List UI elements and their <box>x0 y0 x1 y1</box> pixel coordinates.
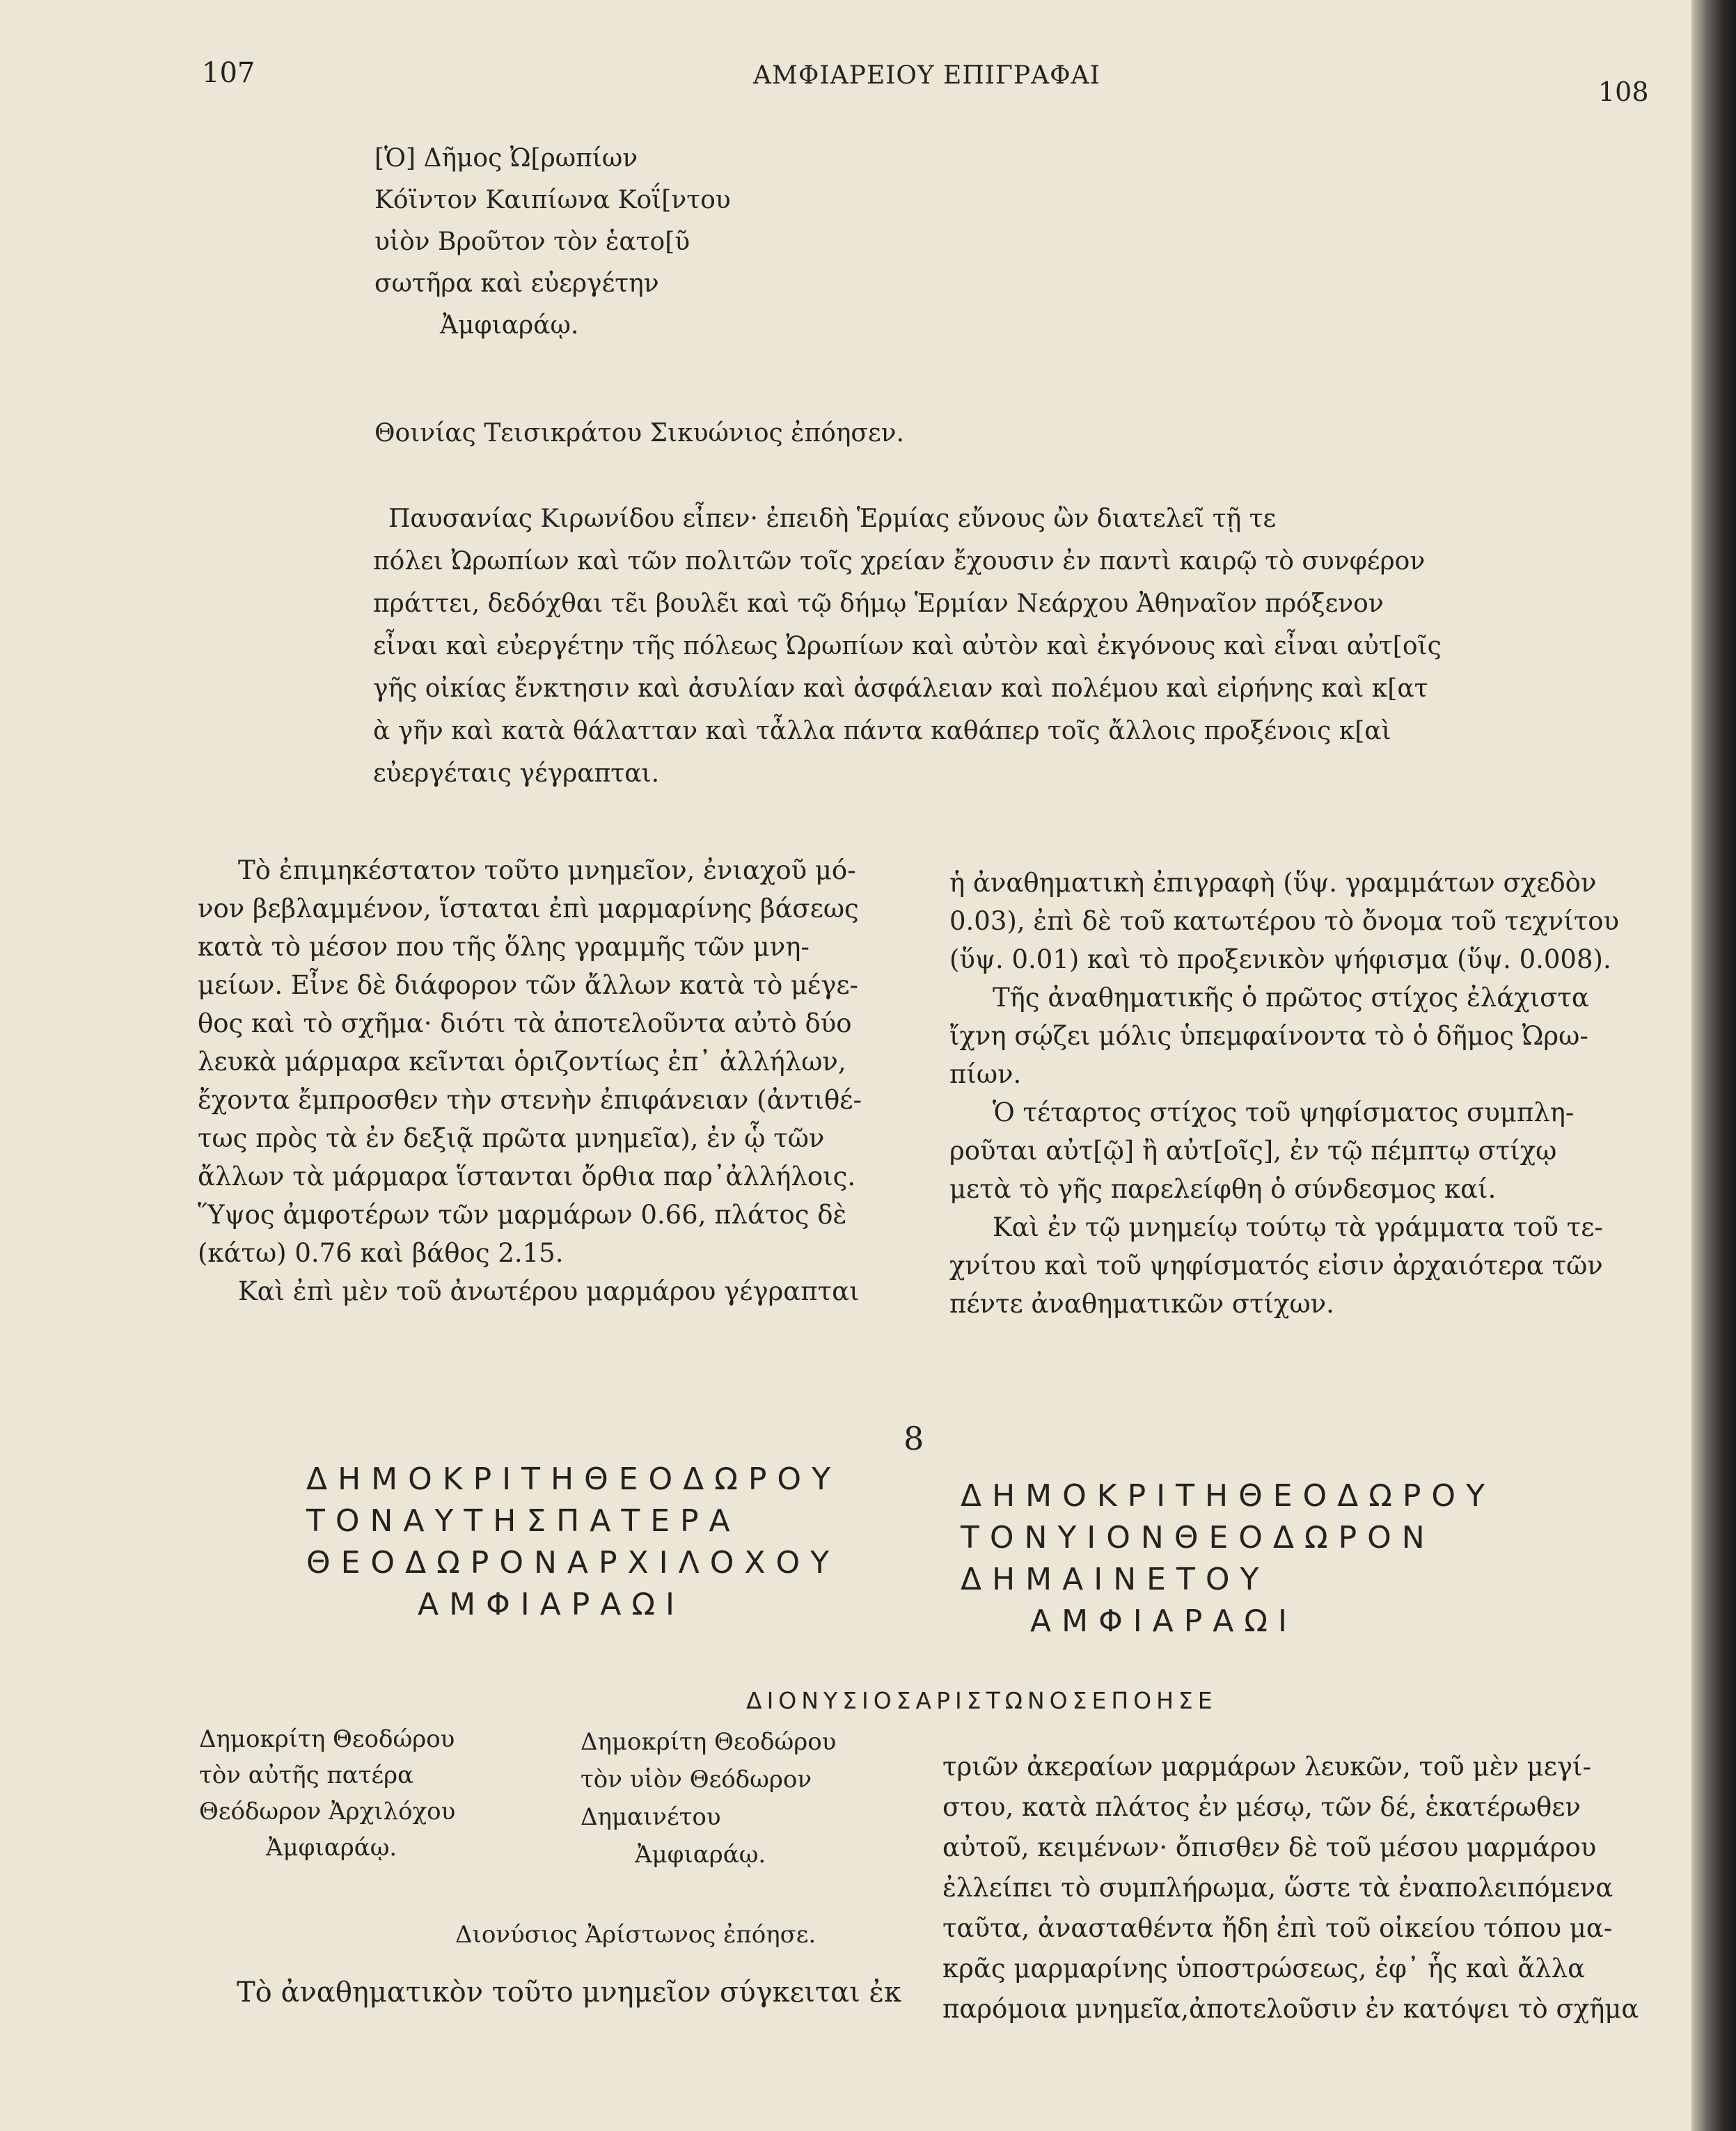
commentary-line: μείων. Εἶνε δὲ διάφορον τῶν ἄλλων κατὰ τὸ μέγε- <box>198 970 859 1000</box>
inscription-8-left-capitals <box>306 1461 841 1631</box>
transcription-8-left <box>199 1727 455 1872</box>
page-number-right: 108 <box>1598 77 1649 107</box>
page-number-left: 107 <box>202 57 255 89</box>
commentary-line: Ὁ τέταρτος στίχος τοῦ ψηφίσματος συμπλη- <box>993 1098 1575 1127</box>
commentary-line: αὐτοῦ, κειμένων· ὄπισθεν δὲ τοῦ μέσου μαρμάρου <box>942 1832 1597 1862</box>
transcription-8-signature: Διονύσιος Ἀρίστωνος ἐπόησε. <box>455 1921 816 1949</box>
commentary-left-column <box>198 857 862 1317</box>
inscription-a-line: Ἀμφιαράῳ. <box>440 311 579 340</box>
transcription-8-right <box>581 1730 836 1880</box>
commentary-line: τριῶν ἀκεραίων μαρμάρων λευκῶν, τοῦ μὲν μεγί- <box>942 1752 1592 1782</box>
transcription-line: Θεόδωρον Ἀρχιλόχου <box>199 1798 456 1825</box>
commentary-line: κατὰ τὸ μέσον που τῆς ὅλης γραμμῆς τῶν μνη- <box>198 932 810 962</box>
inscription-a-line: σωτῆρα καὶ εὐεργέτην <box>374 269 659 298</box>
transcription-line: τὸν αὐτῆς πατέρα <box>199 1761 414 1789</box>
capital-line: ΔΗΜΟΚΡΙΤΗΘΕΟΔΩΡΟΥ <box>306 1461 841 1497</box>
capital-line: ΤΟΝΥΙΟΝΘΕΟΔΩΡΟΝ <box>961 1520 1435 1555</box>
capital-line: ΔΗΜΑΙΝΕΤΟΥ <box>961 1562 1270 1597</box>
commentary-line: τως πρὸς τὰ ἐν δεξιᾷ πρῶτα μνημεῖα), ἐν ᾧ τῶν <box>198 1123 825 1153</box>
commentary-line: θος καὶ τὸ σχῆμα· διότι τὰ ἀποτελοῦντα αὐτὸ δύο <box>198 1008 852 1038</box>
commentary-line: Ὕψος ἀμφοτέρων τῶν μαρμάρων 0.66, πλάτος δὲ <box>198 1200 847 1230</box>
commentary-line: Τὸ ἀναθηματικὸν τοῦτο μνημεῖον σύγκειται ἐκ <box>237 1976 901 2009</box>
commentary-line: παρόμοια μνημεῖα,ἀποτελοῦσιν ἐν κατόψει τὸ σχῆμα <box>942 1994 1639 2024</box>
commentary-line: 0.03), ἐπὶ δὲ τοῦ κατωτέρου τὸ ὄνομα τοῦ τεχνίτου <box>949 906 1619 936</box>
running-head: ΑΜΦΙΑΡΕΙΟΥ ΕΠΙΓΡΑΦΑΙ <box>753 61 1100 90</box>
commentary-line: ἄλλων τὰ μάρμαρα ἵστανται ὄρθια παρ᾽ἀλλήλοις. <box>198 1162 856 1191</box>
decree-line: ὰ γῆν καὶ κατὰ θάλατταν καὶ τἆλλα πάντα καθάπερ τοῖς ἄλλοις προξένοις κ[αὶ <box>373 717 1391 745</box>
decree-line: πόλει Ὠρωπίων καὶ τῶν πολιτῶν τοῖς χρείαν ἔχουσιν ἐν παντὶ καιρῷ τὸ συνφέρον <box>373 547 1426 576</box>
transcription-line: Δημοκρίτη Θεοδώρου <box>581 1728 837 1756</box>
commentary-line: ταῦτα, ἀνασταθέντα ἤδη ἐπὶ τοῦ οἰκείου τόπου μα- <box>942 1913 1613 1943</box>
commentary-line: (κάτω) 0.76 καὶ βάθος 2.15. <box>198 1238 564 1268</box>
commentary-line: ἐλλείπει τὸ συμπλήρωμα, ὥστε τὰ ἐναπολειπόμενα <box>942 1873 1613 1903</box>
commentary-line: μετὰ τὸ γῆς παρελείφθη ὁ σύνδεσμος καί. <box>949 1174 1497 1204</box>
capital-line: ΔΗΜΟΚΡΙΤΗΘΕΟΔΩΡΟΥ <box>961 1478 1495 1514</box>
commentary-line: ἔχοντα ἔμπροσθεν τὴν στενὴν ἐπιφάνειαν (ἀντιθέ- <box>198 1085 862 1115</box>
commentary-right-column <box>949 870 1619 1329</box>
book-spine-shadow <box>1691 0 1736 2131</box>
transcription-line: Δημοκρίτη Θεοδώρου <box>199 1725 455 1753</box>
inscription-a-line: Κόϊντον Καιπίωνα Κοΐ[ντου <box>374 186 731 214</box>
inscription-8-right-capitals <box>961 1478 1495 1648</box>
capital-line: ΑΜΦΙΑΡΑΩΙ <box>1030 1603 1298 1639</box>
sculptor-line: Θοινίας Τεισικράτου Σικυώνιος ἐπόησεν. <box>374 419 904 447</box>
commentary-line: πέντε ἀναθηματικῶν στίχων. <box>949 1289 1334 1319</box>
decree-line: Παυσανίας Κιρωνίδου εἶπεν· ἐπειδὴ Ἑρμίας εὔνους ὢν διατελεῖ τῇ τε <box>388 505 1277 533</box>
transcription-line: Ἀμφιαράῳ. <box>635 1841 766 1869</box>
commentary-line: Καὶ ἐπὶ μὲν τοῦ ἀνωτέρου μαρμάρου γέγραπται <box>238 1276 860 1306</box>
commentary-line: λευκὰ μάρμαρα κεῖνται ὁριζοντίως ἐπ᾽ ἀλλήλων, <box>198 1047 846 1077</box>
inscription-a <box>374 146 731 355</box>
inscription-a-line: υἱὸν Βροῦτον τὸν ἑατο[ῦ <box>374 228 691 256</box>
capital-line: ΤΟΝΑΥΤΗΣΠΑΤΕΡΑ <box>306 1503 741 1539</box>
commentary-line: Καὶ ἐν τῷ μνημείῳ τούτῳ τὰ γράμματα τοῦ τε- <box>993 1212 1603 1242</box>
transcription-line: Ἀμφιαράῳ. <box>266 1834 397 1862</box>
capital-line: ΑΜΦΙΑΡΑΩΙ <box>418 1587 686 1622</box>
transcription-line: Δημαινέτου <box>581 1803 721 1831</box>
inscription-a-line: [Ὁ] Δῆμος Ὠ[ρωπίων <box>374 144 638 173</box>
commentary-line: στου, κατὰ πλάτος ἐν μέσῳ, τῶν δέ, ἑκατέρωθεν <box>942 1792 1581 1822</box>
commentary-line: χνίτου καὶ τοῦ ψηφίσματός εἰσιν ἀρχαιότερα τῶν <box>949 1251 1603 1281</box>
commentary-line: Τὸ ἐπιμηκέστατον τοῦτο μνημεῖον, ἐνιαχοῦ μό- <box>238 855 856 885</box>
commentary-line: ροῦται αὐτ[ῷ] ἢ αὐτ[οῖς], ἐν τῷ πέμπτῳ στίχῳ <box>949 1136 1557 1166</box>
inscription-8-signature-capitals: ΔΙΟΝΥΣΙΟΣΑΡΙΣΤΩΝΟΣΕΠΟΗΣΕ <box>746 1687 1217 1714</box>
commentary-line: Τῆς ἀναθηματικῆς ὁ πρῶτος στίχος ἐλάχιστα <box>993 983 1589 1013</box>
decree-line: εἶναι καὶ εὐεργέτην τῆς πόλεως Ὠρωπίων καὶ αὐτὸν καὶ ἐκγόνους καὶ εἶναι αὐτ[οῖς <box>373 632 1442 660</box>
commentary-line: (ὕψ. 0.01) καὶ τὸ προξενικὸν ψήφισμα (ὕψ. 0.008). <box>949 944 1611 974</box>
capital-line: ΘΕΟΔΩΡΟΝΑΡΧΙΛΟΧΟΥ <box>306 1545 840 1581</box>
commentary-line: κρᾶς μαρμαρίνης ὑποστρώσεως, ἐφ᾽ ἧς καὶ ἄλλα <box>942 1954 1586 1983</box>
commentary-bottom-right <box>942 1754 1639 2036</box>
commentary-line: ἡ ἀναθηματικὴ ἐπιγραφὴ (ὕψ. γραμμάτων σχεδὸν <box>949 868 1597 898</box>
inscription-number: 8 <box>903 1420 924 1457</box>
decree-line: εὐεργέταις γέγραπται. <box>373 759 660 788</box>
transcription-line: τὸν υἱὸν Θεόδωρον <box>581 1766 812 1793</box>
decree-line: πράττει, δεδόχθαι τε̃ι βουλε̃ι καὶ τῷ δήμῳ Ἑρμίαν Νεάρχου Ἀθηναῖον πρόξενον <box>373 589 1384 618</box>
proxeny-decree <box>373 507 1442 804</box>
commentary-line: νον βεβλαμμένον, ἵσταται ἐπὶ μαρμαρίνης βάσεως <box>198 894 859 924</box>
commentary-line: πίων. <box>949 1059 1022 1089</box>
commentary-line: ἴχνη σῴζει μόλις ὑπεμφαίνοντα τὸ ὁ δῆμος Ὠρω- <box>949 1021 1588 1051</box>
decree-line: γῆς οἰκίας ἔνκτησιν καὶ ἀσυλίαν καὶ ἀσφάλειαν καὶ πολέμου καὶ εἰρήνης καὶ κ[ατ <box>373 674 1428 703</box>
